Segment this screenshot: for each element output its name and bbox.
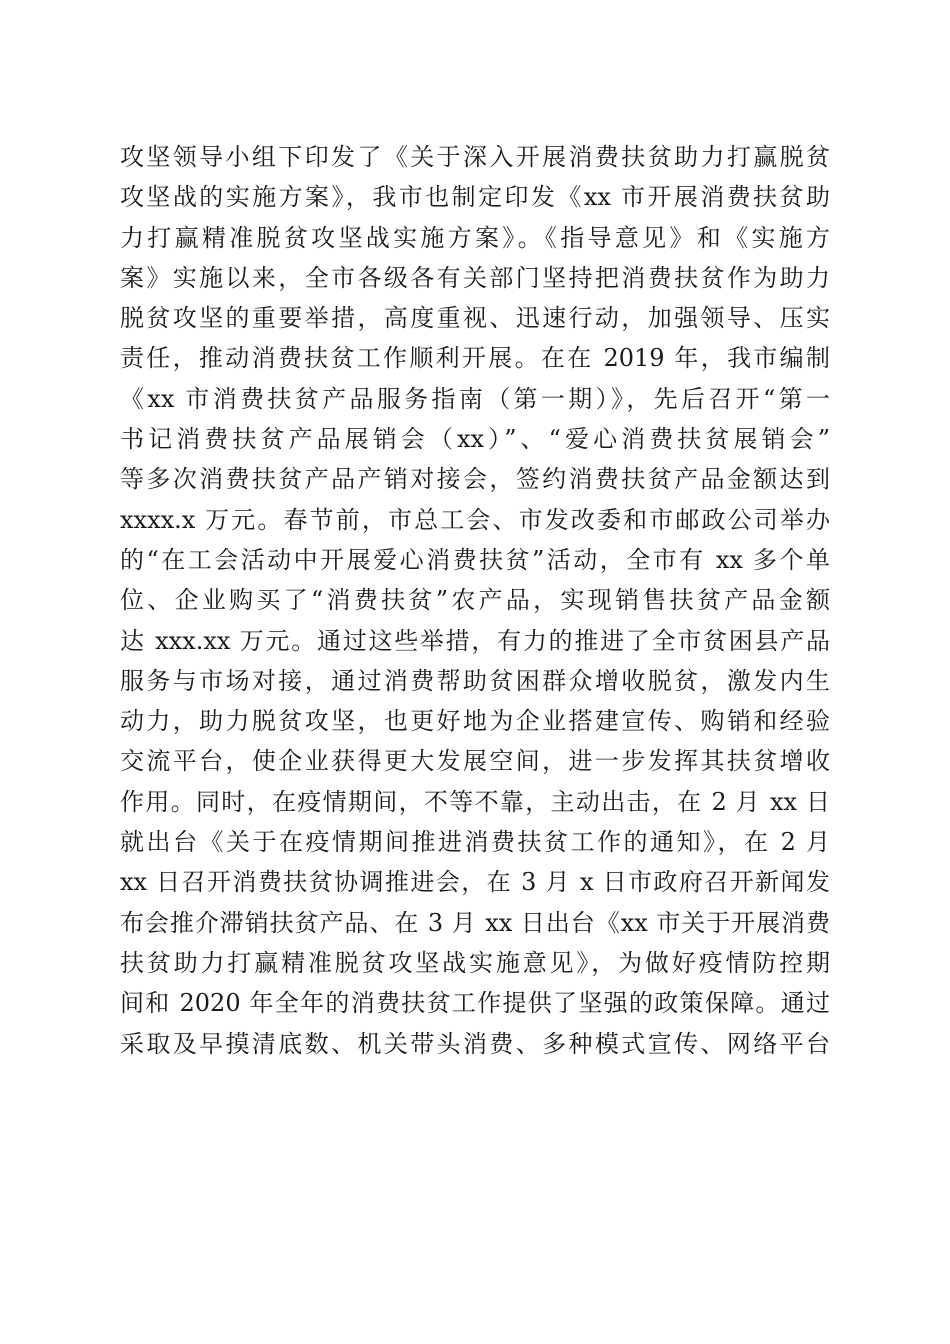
text-line: 攻坚领导小组下印发了《关于深入开展消费扶贫助力打赢脱贫	[120, 143, 830, 171]
text-line: 案》实施以来，全市各级各有关部门坚持把消费扶贫作为助力	[120, 263, 830, 292]
text-line: 交流平台，使企业获得更大发展空间，进一步发挥其扶贫增收	[120, 747, 830, 776]
text-line: 位、企业购买了“消费扶贫”农产品，实现销售扶贫产品金额	[120, 586, 830, 615]
text-line: 《xx 市消费扶贫产品服务指南（第一期）》，先后召开“第一	[120, 384, 830, 413]
text-line: 服务与市场对接，通过消费帮助贫困群众增收脱贫，激发内生	[120, 666, 830, 695]
text-line: 等多次消费扶贫产品产销对接会，签约消费扶贫产品金额达到	[120, 465, 830, 494]
text-line: 扶贫助力打赢精准脱贫攻坚战实施意见》，为做好疫情防控期	[120, 948, 830, 977]
text-line: 动力，助力脱贫攻坚，也更好地为企业搭建宣传、购销和经验	[120, 707, 830, 736]
text-line: xxxx.x 万元。春节前，市总工会、市发改委和市邮政公司举办	[120, 505, 830, 534]
text-line: 采取及早摸清底数、机关带头消费、多种模式宣传、网络平台	[120, 1029, 830, 1058]
text-line: xx 日召开消费扶贫协调推进会，在 3 月 x 日市政府召开新闻发	[120, 868, 830, 897]
text-line: 力打赢精准脱贫攻坚战实施方案》。《指导意见》和《实施方	[120, 223, 830, 252]
text-line: 间和 2020 年全年的消费扶贫工作提供了坚强的政策保障。通过	[120, 989, 830, 1018]
text-line: 书记消费扶贫产品展销会（xx）”、“爱心消费扶贫展销会”	[120, 425, 830, 454]
text-line: 作用。同时，在疫情期间，不等不靠，主动出击，在 2 月 xx 日	[120, 787, 830, 816]
text-line: 布会推介滞销扶贫产品、在 3 月 xx 日出台《xx 市关于开展消费	[120, 908, 830, 937]
body-paragraph	[120, 137, 830, 1064]
text-line: 就出台《关于在疫情期间推进消费扶贫工作的通知》，在 2 月	[120, 828, 830, 857]
text-line: 的“在工会活动中开展爱心消费扶贫”活动，全市有 xx 多个单	[120, 545, 830, 574]
text-line: 达 xxx.xx 万元。通过这些举措，有力的推进了全市贫困县产品	[120, 626, 830, 655]
text-line: 攻坚战的实施方案》，我市也制定印发《xx 市开展消费扶贫助	[120, 183, 830, 212]
text-line: 责任，推动消费扶贫工作顺利开展。在在 2019 年，我市编制	[120, 344, 830, 373]
text-line: 脱贫攻坚的重要举措，高度重视、迅速行动，加强领导、压实	[120, 304, 830, 333]
